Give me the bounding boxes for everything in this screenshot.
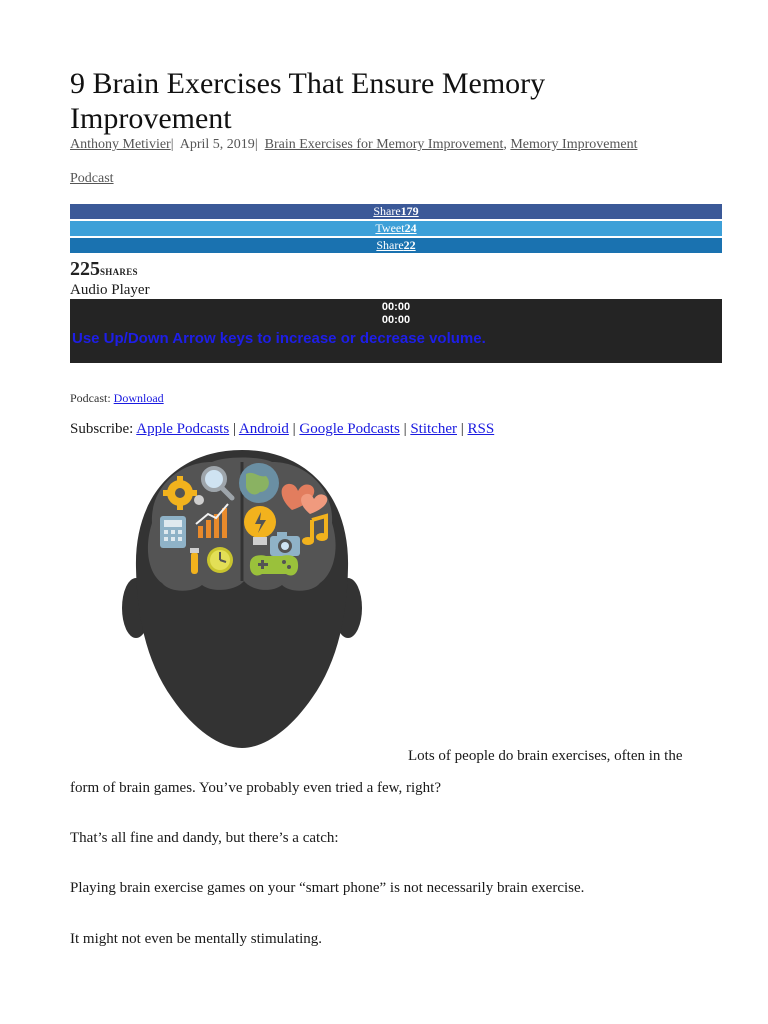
- share-label: Share: [376, 238, 404, 252]
- podcast-download-line: [70, 391, 164, 406]
- volume-hint: Use Up/Down Arrow keys to increase or decrease volume.: [72, 330, 486, 347]
- total-shares: [70, 258, 138, 281]
- body-paragraph-1: Lots of people do brain exercises, often in the: [408, 748, 683, 764]
- share-label: Tweet: [375, 221, 405, 235]
- share-label: Share: [373, 204, 401, 218]
- body-paragraph-4: Playing brain exercise games on your “smart phone” is not necessarily brain exercise.: [70, 880, 585, 896]
- globe-icon: [239, 463, 279, 503]
- linkedin-share-button[interactable]: [70, 238, 722, 253]
- google-podcasts-link[interactable]: Google Podcasts: [299, 421, 400, 437]
- android-link[interactable]: Android: [238, 421, 289, 437]
- duration: 00:00: [381, 314, 411, 326]
- podcast-label: Podcast:: [70, 391, 111, 405]
- twitter-share-button[interactable]: [70, 221, 722, 236]
- total-shares-label: SHARES: [100, 267, 138, 277]
- category-link-memory-improvement[interactable]: Memory Improvement: [510, 137, 638, 152]
- calculator-icon: [160, 516, 186, 548]
- category-link-podcast[interactable]: Podcast: [70, 171, 114, 186]
- download-link[interactable]: Download: [113, 391, 164, 405]
- subscribe-label: Subscribe:: [70, 421, 134, 437]
- facebook-share-button[interactable]: [70, 204, 722, 219]
- subscribe-line: Subscribe: Apple Podcasts | Android | Google Podcasts | Stitcher | RSS: [70, 421, 495, 437]
- game-controller-icon: [250, 555, 298, 575]
- category-link-brain-exercises[interactable]: Brain Exercises for Memory Improvement: [264, 137, 504, 152]
- total-shares-count: 225: [70, 258, 100, 280]
- test-tube-icon: [190, 548, 199, 574]
- share-count: 179: [400, 204, 419, 218]
- article-title: 9 Brain Exercises That Ensure Memory Improvement: [70, 67, 546, 135]
- clock-icon: [207, 547, 233, 573]
- brain-head-illustration: [122, 448, 362, 750]
- body-paragraph-2: form of brain games. You’ve probably even tried a few, right?: [70, 780, 442, 796]
- rss-link[interactable]: RSS: [467, 421, 495, 437]
- body-paragraph-5: It might not even be mentally stimulating.: [70, 931, 323, 947]
- author-link[interactable]: Anthony Metivier: [70, 137, 171, 152]
- publish-date: April 5, 2019: [179, 137, 255, 152]
- body-paragraph-3: That’s all fine and dandy, but there’s a catch:: [70, 830, 339, 846]
- current-time: 00:00: [381, 301, 411, 313]
- share-count: 24: [404, 221, 417, 235]
- audio-player[interactable]: [70, 299, 722, 363]
- article-meta: Anthony Metivier| April 5, 2019| Brain Exercises for Memory Improvement, Memory Improvement: [70, 137, 638, 152]
- audio-player-label: Audio Player: [70, 282, 150, 298]
- stitcher-link[interactable]: Stitcher: [410, 421, 457, 437]
- apple-podcasts-link[interactable]: Apple Podcasts: [136, 421, 230, 437]
- share-count: 22: [403, 238, 416, 252]
